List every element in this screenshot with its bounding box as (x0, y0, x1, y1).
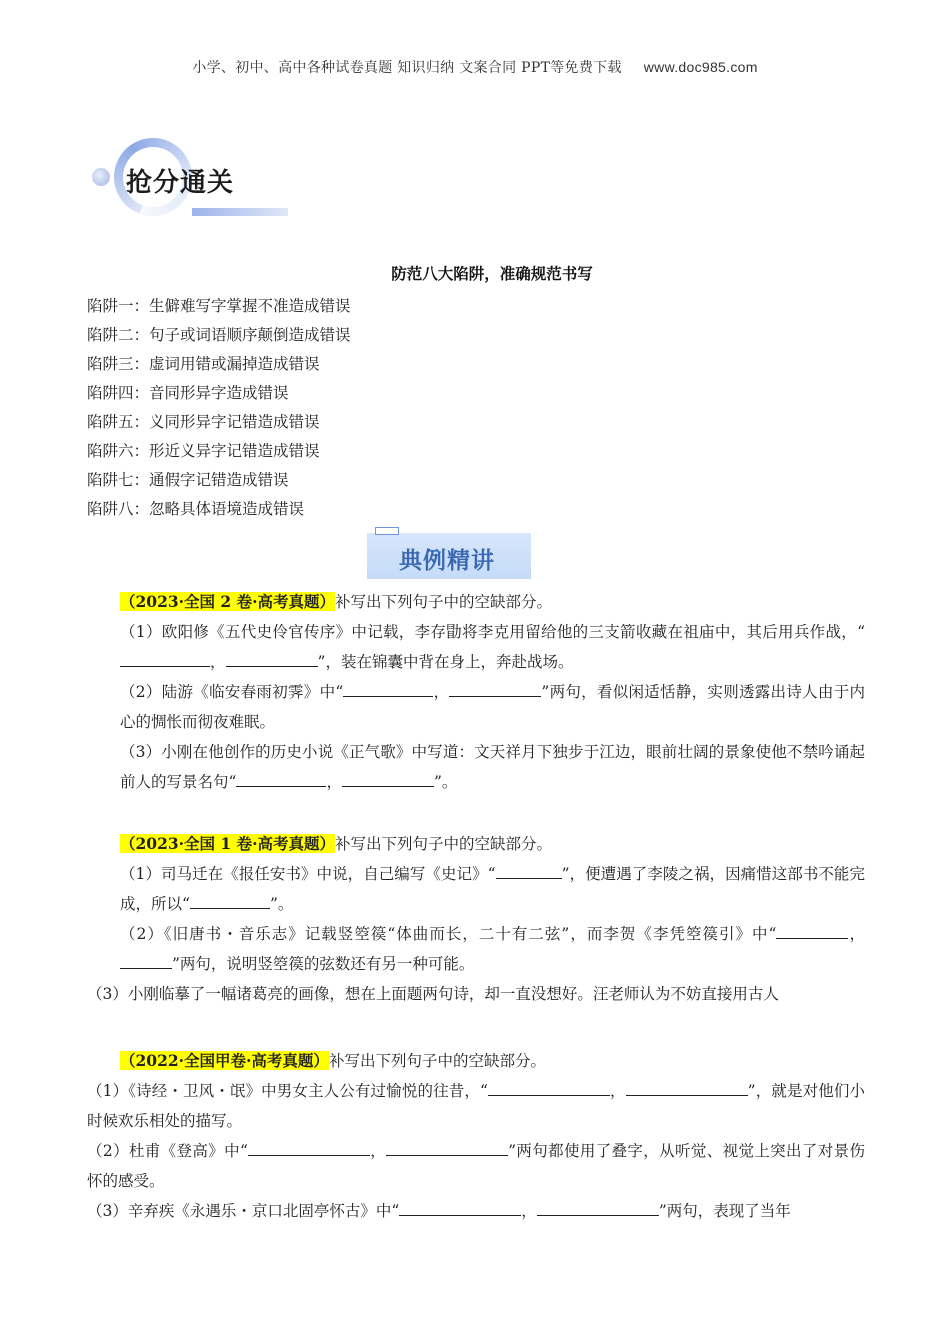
answer-blank[interactable] (449, 679, 541, 697)
question-text: ”。 (269, 895, 294, 913)
question-text: （3）辛弃疾《永遇乐・京口北固亭怀古》中“ (87, 1202, 400, 1220)
badge-label: 典例精讲 (399, 548, 495, 574)
answer-blank[interactable] (399, 1198, 521, 1216)
section-banner (92, 132, 292, 222)
banner-bar-decoration (192, 208, 288, 216)
question-text: （1）欧阳修《五代史伶官传序》中记载，李存勖将李克用留给他的三支箭收藏在祖庙中，其后用兵作战，“ (120, 623, 865, 641)
header-text: 小学、初中、高中各种试卷真题 知识归纳 文案合同 PPT等免费下载 (192, 60, 622, 76)
answer-blank[interactable] (248, 1138, 370, 1156)
page-header (0, 57, 950, 77)
answer-blank[interactable] (226, 649, 318, 667)
trap-item: 陷阱六：形近义异字记错造成错误 (87, 442, 320, 460)
trap-item: 陷阱四：音同形异字造成错误 (87, 384, 289, 402)
question-1: （2023·全国 2 卷·高考真题）补写出下列句子中的空缺部分。 （1）欧阳修《五代史伶官传序》中记载，李存勖将李克用留给他的三支箭收藏在祖庙中，其后用兵作战，“， ”，装在锦囊中背在身上，奔赴战场。 （2）陆游《临安春雨初霁》中“ ， ”两句，看似闲适恬静，实则透露出诗人由于内心的惆怅而彻夜难眠。 （3）小刚在他创作的历史小说《正气歌》中写道：文天祥月下独步于江边，眼前壮阔的景象使他不禁吟诵起前人的写景名句“ ， ”。 (120, 592, 865, 791)
question-text: （2）《旧唐书・音乐志》记载竖箜篌“体曲而长，二十有二弦”，而李贺《李凭箜篌引》中“ (120, 925, 777, 943)
banner-title: 抢分通关 (126, 168, 235, 198)
question-text: （3）小刚临摹了一幅诸葛亮的画像，想在上面题两句诗，却一直没想好。汪老师认为不妨直接用古人 (87, 985, 779, 1003)
answer-blank[interactable] (626, 1078, 748, 1096)
header-url[interactable]: www.doc985.com (643, 59, 758, 75)
answer-blank[interactable] (236, 769, 326, 787)
trap-item: 陷阱五：义同形异字记错造成错误 (87, 413, 320, 431)
question-3: （2022·全国甲卷·高考真题）补写出下列句子中的空缺部分。 （1）《诗经・卫风・氓》中男女主人公有过愉悦的往昔，“ ， ”，就是对他们小时候欢乐相处的描写。 （2）杜甫《登高》中“ ， ”两句都使用了叠字，从听觉、视觉上突出了对景伤怀的感受。 （3）辛弃疾《永遇乐・京口北固亭怀古》中“ ， ”两句，表现了当年 (87, 1051, 865, 1220)
section-title: 防范八大陷阱，准确规范书写 (391, 264, 593, 283)
answer-blank[interactable] (342, 769, 434, 787)
question-intro: 补写出下列句子中的空缺部分。 (335, 593, 553, 611)
banner-dot-decoration (92, 168, 110, 186)
question-text: ”两句，说明竖箜篌的弦数还有另一种可能。 (172, 955, 475, 973)
question-text: ”两句都使用了叠字，从听觉、视觉上突出了对景伤怀的感受。 (87, 1142, 865, 1190)
trap-list (87, 292, 351, 524)
trap-item: 陷阱一：生僻难写字掌握不准造成错误 (87, 297, 351, 315)
question-intro: 补写出下列句子中的空缺部分。 (335, 835, 553, 853)
question-text: ”。 (433, 773, 458, 791)
question-2: （2023·全国 1 卷·高考真题）补写出下列句子中的空缺部分。 （1）司马迁在《报任安书》中说，自己编写《史记》“ ”，便遭遇了李陵之祸，因痛惜这部书不能完成，所以“ ”。 （2）《旧唐书・音乐志》记载竖箜篌“体曲而长，二十有二弦”，而李贺《李凭箜篌引》中“ ，”两句，说明竖箜篌的弦数还有另一种可能。 （3）小刚临摹了一幅诸葛亮的画像，想在上面题两句诗，却一直没想好。汪老师认为不妨直接用古人 (120, 829, 865, 1009)
question-source-tag: （2023·全国 2 卷·高考真题） (120, 592, 336, 611)
question-source-tag: （2023·全国 1 卷·高考真题） (120, 834, 336, 853)
question-text: （2）陆游《临安春雨初霁》中“ (120, 683, 344, 701)
question-text: ”，装在锦囊中背在身上，奔赴战场。 (317, 653, 574, 671)
question-source-tag: （2022·全国甲卷·高考真题） (120, 1051, 329, 1070)
answer-blank[interactable] (496, 861, 562, 879)
answer-blank[interactable] (488, 1078, 610, 1096)
question-text: ”，便遭遇了李陵之祸，因痛惜这部书不能完成，所以“ (120, 865, 865, 913)
question-text: ”两句，表现了当年 (658, 1202, 791, 1220)
question-text: ”两句，看似闲适恬静，实则透露出诗人由于内心的惆怅而彻夜难眠。 (120, 683, 865, 731)
trap-item: 陷阱三：虚词用错或漏掉造成错误 (87, 355, 320, 373)
badge-mark-decoration (375, 527, 399, 535)
question-text: （1）《诗经・卫风・氓》中男女主人公有过愉悦的往昔，“ (87, 1082, 488, 1100)
question-text: （2）杜甫《登高》中“ (87, 1142, 248, 1160)
example-badge (367, 523, 531, 579)
trap-item: 陷阱二：句子或词语顺序颠倒造成错误 (87, 326, 351, 344)
answer-blank[interactable] (537, 1198, 659, 1216)
trap-item: 陷阱八：忽略具体语境造成错误 (87, 500, 305, 518)
question-text: （1）司马迁在《报任安书》中说，自己编写《史记》“ (120, 865, 496, 883)
question-text: （3）小刚在他创作的历史小说《正气歌》中写道：文天祥月下独步于江边，眼前壮阔的景象使他不禁吟诵起前人的写景名句“ (120, 743, 865, 791)
answer-blank[interactable] (343, 679, 433, 697)
answer-blank[interactable] (190, 891, 270, 909)
answer-blank[interactable] (120, 649, 210, 667)
question-text: ”，就是对他们小时候欢乐相处的描写。 (87, 1082, 865, 1130)
question-intro: 补写出下列句子中的空缺部分。 (328, 1052, 546, 1070)
trap-item: 陷阱七：通假字记错造成错误 (87, 471, 289, 489)
answer-blank[interactable] (776, 921, 848, 939)
answer-blank[interactable] (120, 951, 172, 969)
answer-blank[interactable] (386, 1138, 508, 1156)
